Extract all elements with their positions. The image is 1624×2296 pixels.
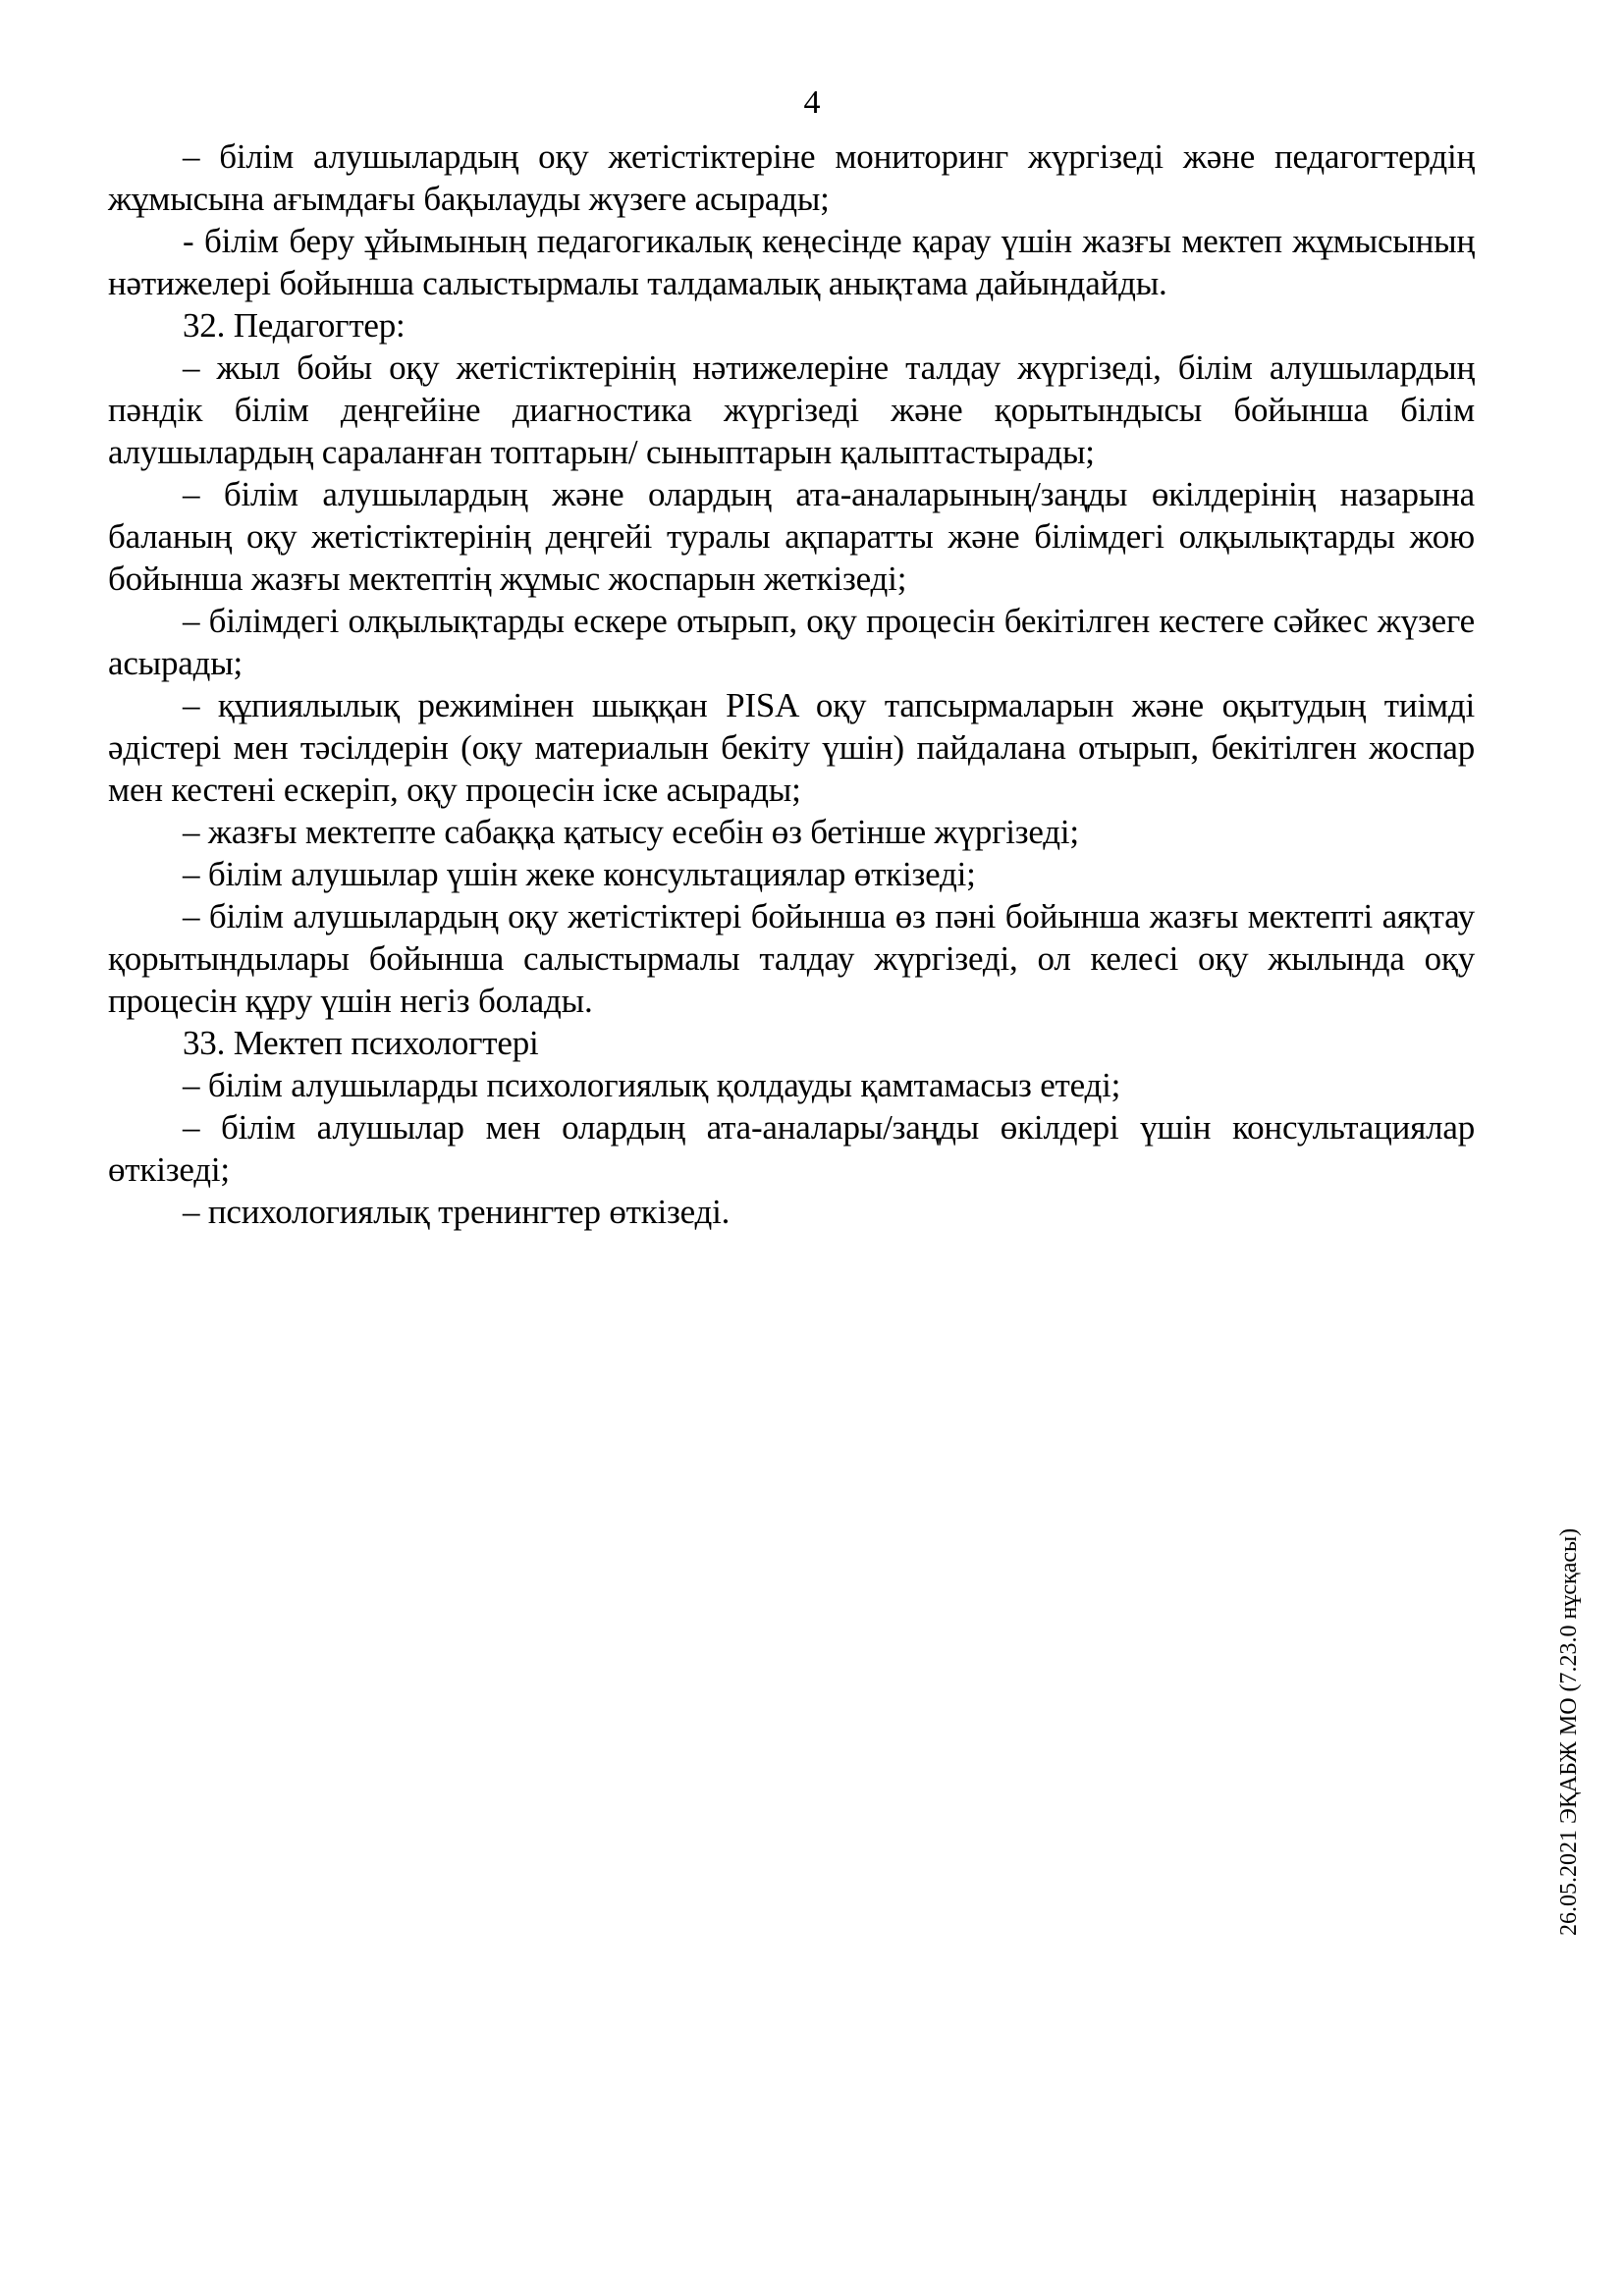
section-heading-32: 32. Педагогтер:	[183, 306, 406, 345]
page-number: 4	[803, 84, 821, 121]
paragraph-pisa-tasks: – құпиялылық режимінен шыққан PISA оқу тапсырмаларын және оқытудың тиімді әдістері мен тәсілдерін (оқу материалын бекіту үшін) пайдалана отырып, бекітілген жоспар мен кестені ескеріп, оқу процесін іске асырады;	[108, 686, 1475, 809]
document-body	[108, 135, 1475, 1233]
paragraph-psych-trainings: – психологиялық тренингтер өткізеді.	[183, 1193, 731, 1231]
paragraph-attendance: – жазғы мектепте сабаққа қатысу есебін өз бетінше жүргізеді;	[183, 813, 1079, 851]
paragraph-consultations: – білім алушылар үшін жеке консультациялар өткізеді;	[183, 855, 976, 893]
paragraph-psych-support: – білім алушыларды психологиялық қолдауды қамтамасыз етеді;	[183, 1066, 1121, 1104]
paragraph-comparative-analysis: – білім алушылардың оқу жетістіктері бойынша өз пәні бойынша жазғы мектепті аяқтау қорытындылары бойынша салыстырмалы талдау жүргізеді, ол келесі оқу жылында оқу процесін құру үшін негіз болады.	[108, 897, 1475, 1020]
paragraph-schedule: – білімдегі олқылықтарды ескере отырып, оқу процесін бекітілген кестеге сәйкес жүзеге асырады;	[108, 602, 1475, 682]
section-heading-33: 33. Мектеп психологтері	[183, 1024, 539, 1062]
vertical-version-stamp: 26.05.2021 ЭҚАБЖ МО (7.23.0 нұсқасы)	[1556, 1527, 1582, 1936]
paragraph-monitoring: – білім алушылардың оқу жетістіктеріне мониторинг жүргізеді және педагогтердің жұмысына ағымдағы бақылауды жүзеге асырады;	[108, 137, 1475, 218]
paragraph-year-analysis: – жыл бойы оқу жетістіктерінің нәтижелеріне талдау жүргізеді, білім алушылардың пәндік білім деңгейіне диагностика жүргізеді және қорытындысы бойынша білім алушылардың сараланған топтарын/ сыныптарын қалыптастырады;	[108, 348, 1475, 471]
paragraph-analytic-report: - білім беру ұйымының педагогикалық кеңесінде қарау үшін жазғы мектеп жұмысының нәтижелері бойынша салыстырмалы талдамалық анықтама дайындайды.	[108, 222, 1475, 302]
paragraph-psych-consultations: – білім алушылар мен олардың ата-аналары/заңды өкілдері үшін консультациялар өткізеді;	[108, 1108, 1475, 1189]
paragraph-parents-info: – білім алушылардың және олардың ата-аналарының/заңды өкілдерінің назарына баланың оқу жетістіктерінің деңгейі туралы ақпаратты және білімдегі олқылықтарды жою бойынша жазғы мектептің жұмыс жоспарын жеткізеді;	[108, 475, 1475, 598]
